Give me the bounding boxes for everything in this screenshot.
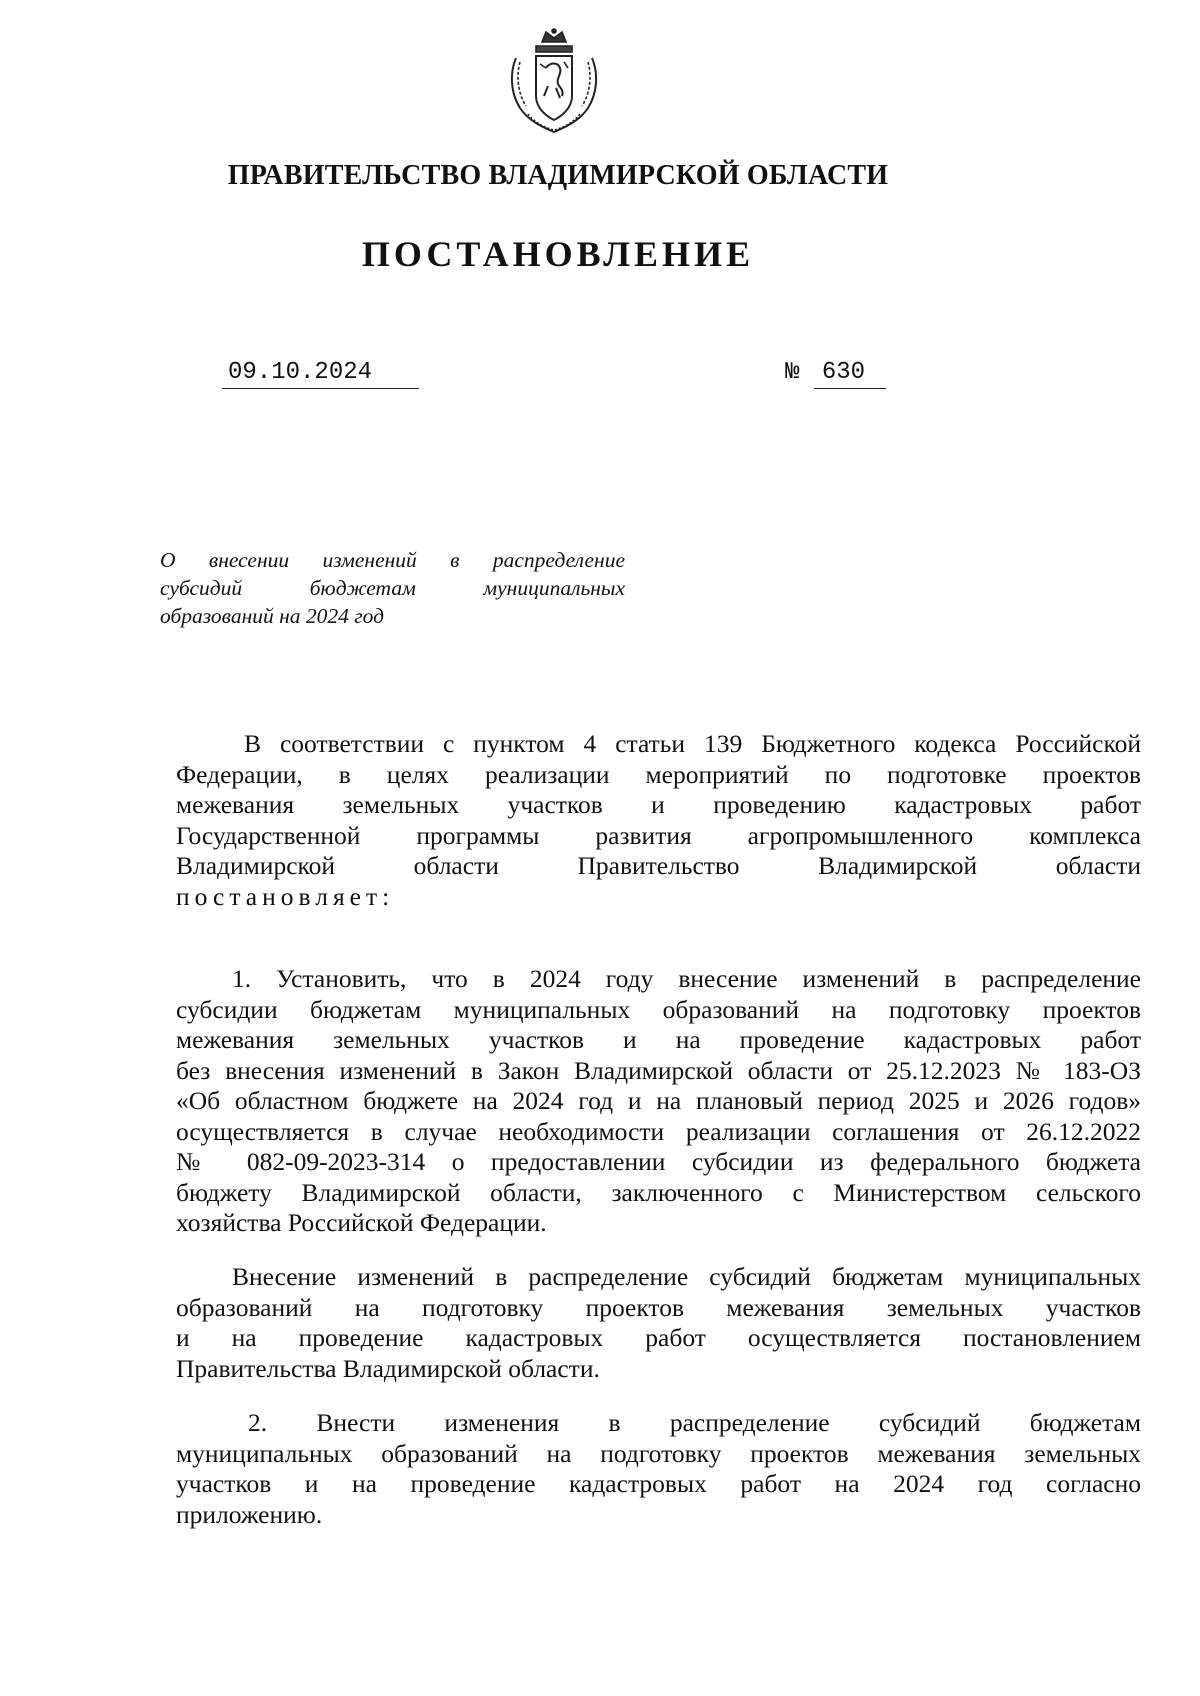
item-2-line: 2. Внести изменения в распределение субсидий бюджетам (248, 1408, 1141, 1437)
item-1-line: «Об областном бюджете на 2024 год и на плановый период 2025 и 2026 годов» (176, 1086, 1141, 1115)
preamble-paragraph (176, 729, 1141, 912)
document-date: 09.10.2024 (222, 358, 419, 389)
item-1-line: № 082-09-2023-314 о предоставлении субсидии из федерального бюджета (176, 1147, 1141, 1176)
preamble-line: межевания земельных участков и проведению кадастровых работ (176, 790, 1141, 819)
document-subject (160, 546, 625, 630)
document-type-title: ПОСТАНОВЛЕНИЕ (361, 234, 755, 274)
item-1-continued-paragraph (176, 1262, 1141, 1384)
item-1-line: осуществляется в случае необходимости реализации соглашения от 26.12.2022 (176, 1116, 1141, 1146)
item-1-paragraph (176, 964, 1141, 1239)
item-2-line: приложению. (176, 1499, 323, 1529)
item-2-line: участков и на проведение кадастровых работ на 2024 год согласно (176, 1469, 1141, 1498)
item-1-line: бюджету Владимирской области, заключенного с Министерством сельского (176, 1177, 1141, 1207)
number-sign: № (785, 359, 800, 386)
preamble-line: В соответствии с пунктом 4 статьи 139 Бюджетного кодекса Российской (244, 729, 1141, 758)
item-1-continued-line: и на проведение кадастровых работ осуществляется постановлением (176, 1323, 1141, 1352)
subject-line: О внесении изменений в распределение (160, 548, 625, 572)
preamble-line: Владимирской области Правительство Владимирской области (176, 851, 1141, 880)
item-1-line: хозяйства Российской Федерации. (176, 1208, 547, 1237)
item-1-continued-line: образований на подготовку проектов межевания земельных участков (176, 1292, 1141, 1322)
subject-line: субсидий бюджетам муниципальных (160, 576, 625, 600)
document-number-field (785, 358, 886, 389)
organization-title: ПРАВИТЕЛЬСТВО ВЛАДИМИРСКОЙ ОБЛАСТИ (227, 160, 889, 191)
item-2-paragraph (176, 1408, 1141, 1530)
item-1-continued-line: Внесение изменений в распределение субсидий бюджетам муниципальных (232, 1262, 1141, 1291)
subject-line: образований на 2024 год (160, 604, 385, 628)
item-1-line: без внесения изменений в Закон Владимирской области от 25.12.2023 № 183-ОЗ (176, 1055, 1141, 1085)
coat-of-arms-emblem (506, 28, 602, 136)
item-1-line: субсидии бюджетам муниципальных образований на подготовку проектов (176, 994, 1141, 1024)
item-1-line: межевания земельных участков и на проведение кадастровых работ (176, 1025, 1141, 1054)
item-1-line: 1. Установить, что в 2024 году внесение изменений в распределение (232, 964, 1141, 993)
resolves-word: постановляет: (176, 881, 395, 911)
preamble-line: Федерации, в целях реализации мероприятий по подготовке проектов (176, 759, 1141, 789)
preamble-line: Государственной программы развития агропромышленного комплекса (176, 820, 1141, 850)
item-1-continued-line: Правительства Владимирской области. (176, 1353, 600, 1383)
item-2-line: муниципальных образований на подготовку проектов межевания земельных (176, 1438, 1141, 1468)
document-number: 630 (814, 358, 886, 389)
